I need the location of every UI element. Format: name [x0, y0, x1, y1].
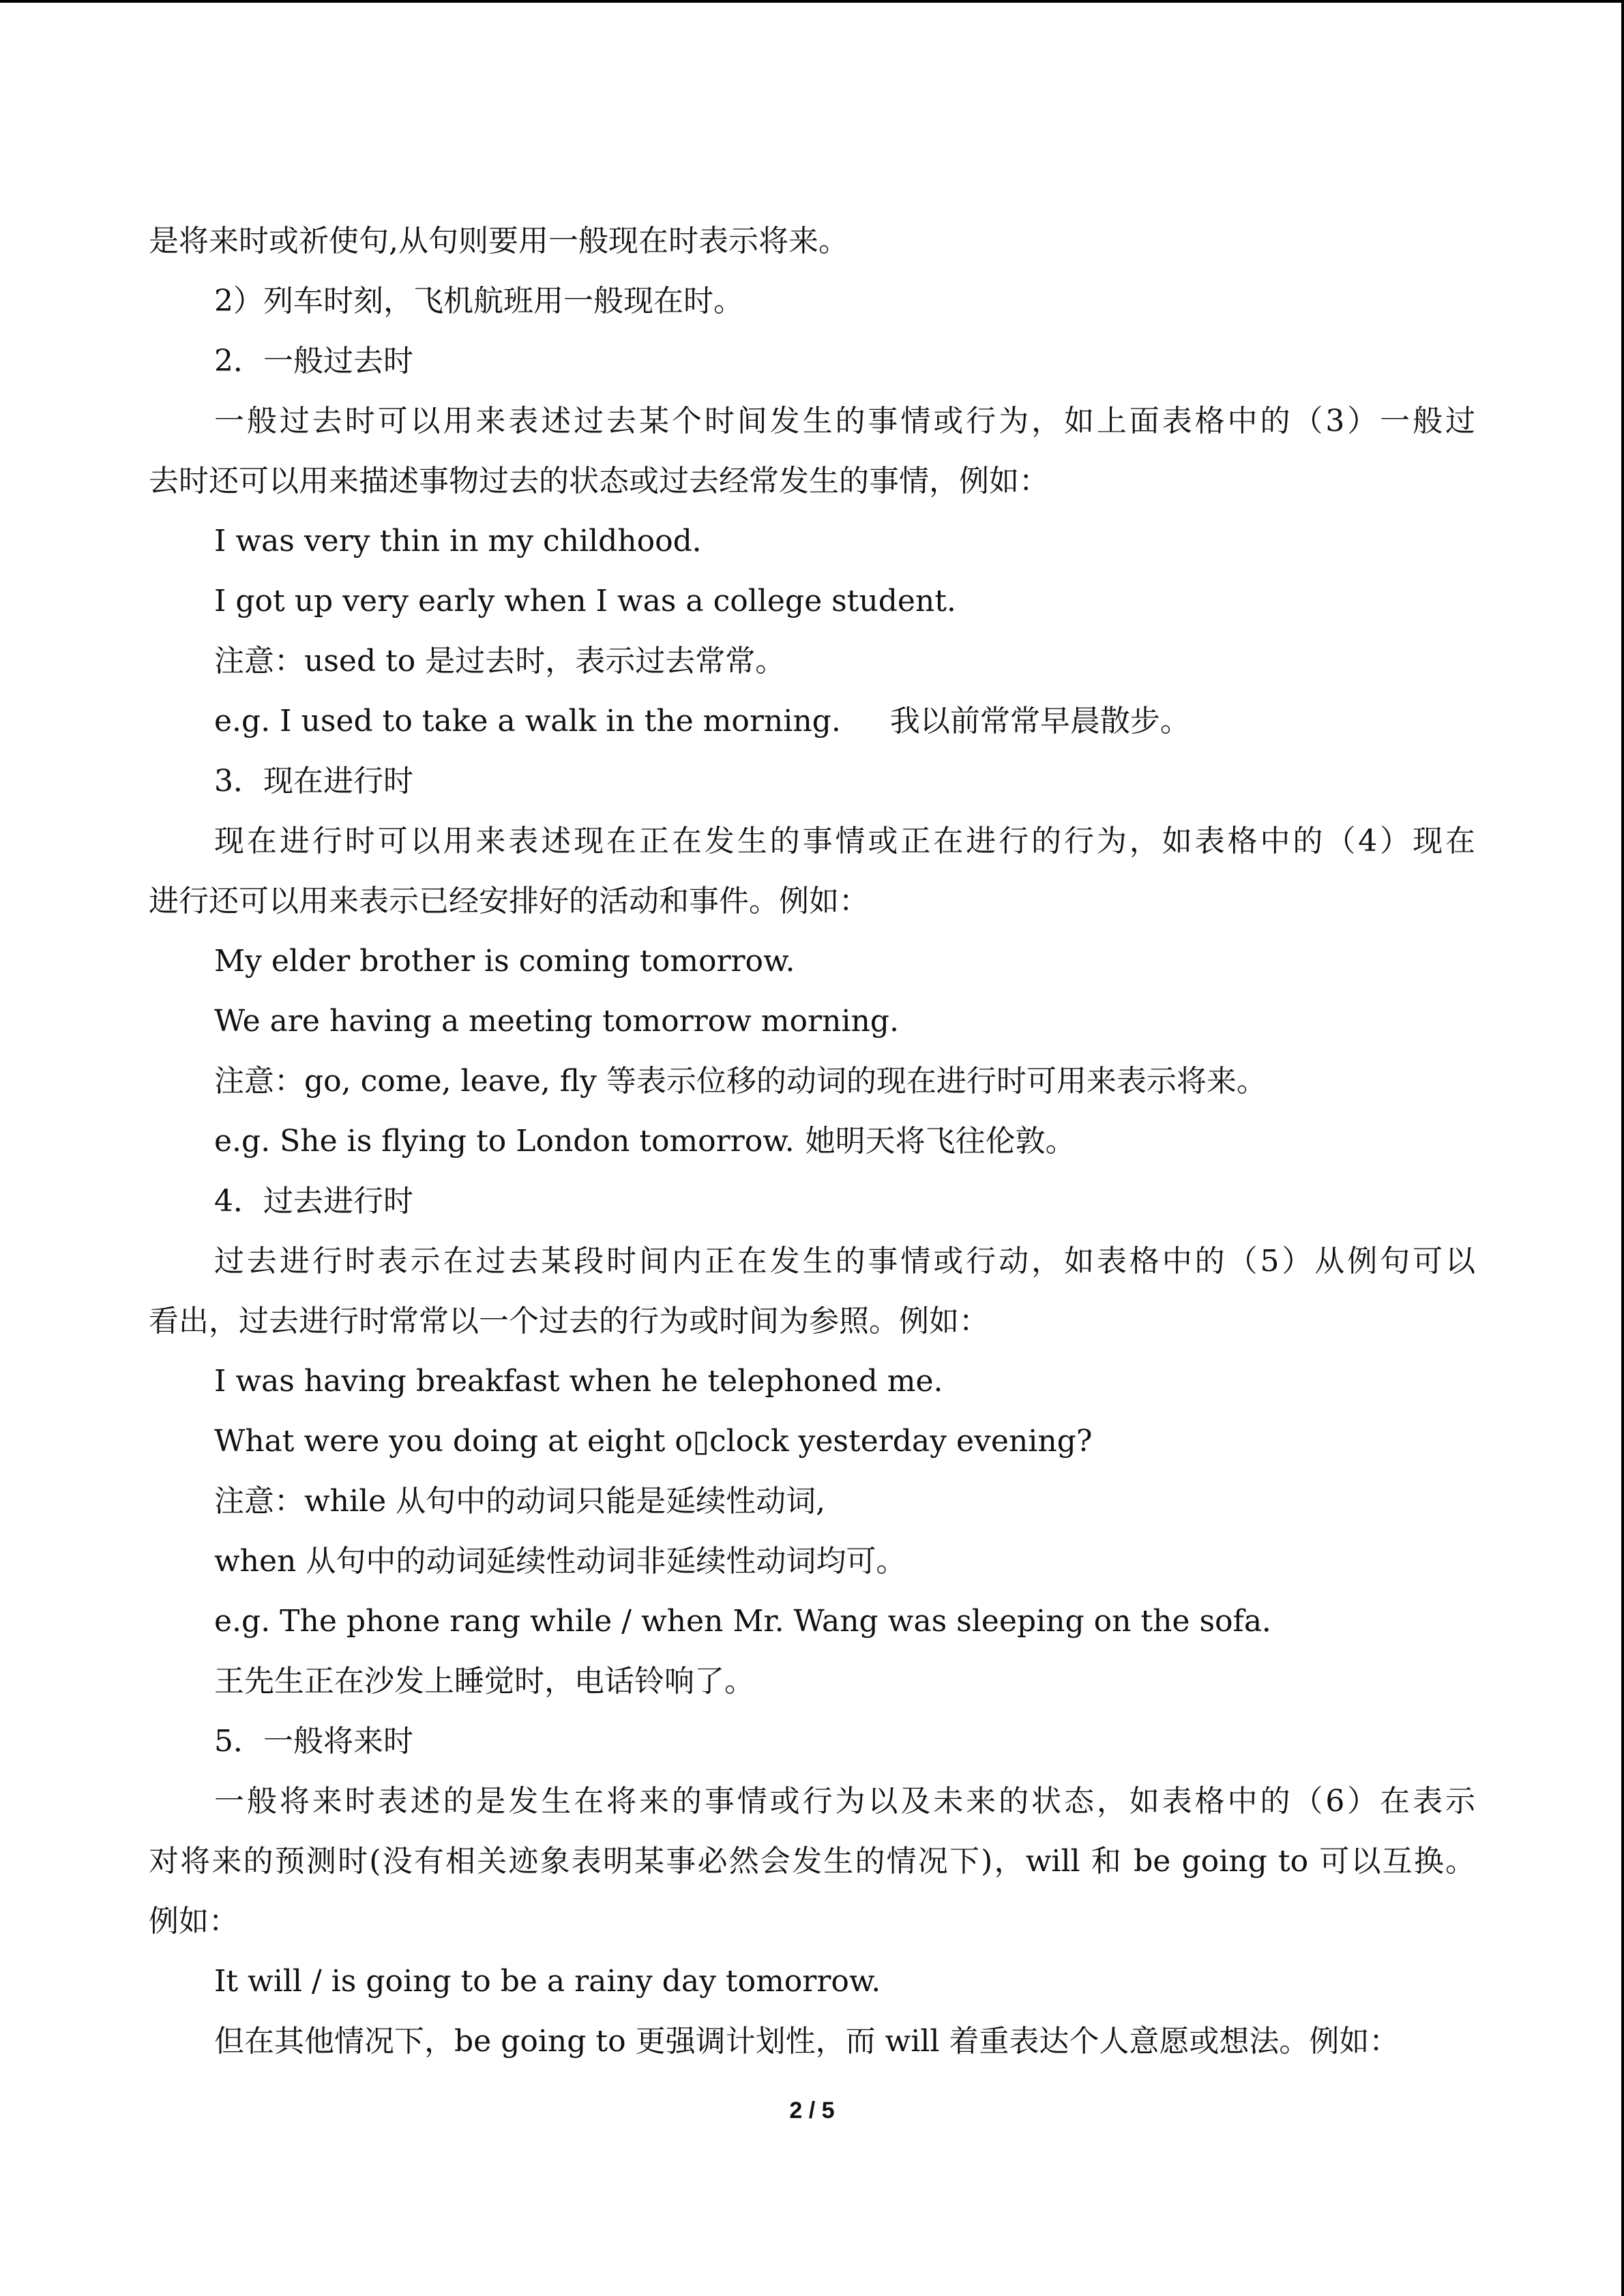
example-with-translation: [149, 691, 1475, 751]
section-heading: 2．一般过去时: [214, 344, 413, 378]
example-sentence: What were you doing at eight o▯clock yesterday evening?: [214, 1424, 1093, 1459]
example-sentence: I was having breakfast when he telephoned me.: [214, 1364, 943, 1399]
paragraph-line: 进行还可以用来表示已经安排好的活动和事件。例如：: [149, 884, 869, 919]
top-border: [0, 0, 1624, 3]
paragraph-line: 看出，过去进行时常常以一个过去的行为或时间为参照。例如：: [149, 1304, 989, 1339]
paragraph-line: 去时还可以用来描述事物过去的状态或过去经常发生的事情，例如：: [149, 464, 1049, 498]
paragraph-line: 是将来时或祈使句,从句则要用一般现在时表示将来。: [149, 224, 848, 258]
note-line: when 从句中的动词延续性动词非延续性动词均可。: [214, 1544, 906, 1579]
section-heading: 4．过去进行时: [214, 1184, 413, 1219]
example-sentence: I got up very early when I was a college student.: [214, 584, 956, 618]
paragraph-line: 例如：: [149, 1904, 239, 1939]
example-translation: 她明天将飞往伦敦。: [805, 1124, 1076, 1159]
example-sentence: It will / is going to be a rainy day tomorrow.: [214, 1964, 881, 1999]
paragraph-line: 一般将来时表述的是发生在将来的事情或行为以及未来的状态，如表格中的（6）在表示: [214, 1784, 1475, 1819]
note-line: 注意：used to 是过去时，表示过去常常。: [214, 644, 786, 679]
example-sentence: We are having a meeting tomorrow morning.: [214, 1004, 899, 1039]
page-number: 2 / 5: [789, 2098, 835, 2123]
section-heading: 3．现在进行时: [214, 764, 413, 799]
example-translation: 我以前常常早晨散步。: [889, 704, 1190, 739]
example-sentence: e.g. The phone rang while / when Mr. Wang was sleeping on the sofa．: [214, 1604, 1293, 1639]
example-with-translation: [149, 1112, 1475, 1172]
example-sentence: My elder brother is coming tomorrow.: [214, 944, 795, 979]
example-translation: 王先生正在沙发上睡觉时，电话铃响了。: [214, 1664, 754, 1699]
paragraph-line: 过去进行时表示在过去某段时间内正在发生的事情或行动，如表格中的（5）从例句可以: [214, 1244, 1475, 1279]
note-line: 注意：go, come, leave, fly 等表示位移的动词的现在进行时可用来表示将来。: [214, 1064, 1267, 1099]
example-sentence: I was very thin in my childhood．: [214, 524, 722, 558]
section-heading: 5．一般将来时: [214, 1724, 413, 1759]
paragraph-line: 一般过去时可以用来表述过去某个时间发生的事情或行为，如上面表格中的（3）一般过: [214, 404, 1475, 438]
document-body: [149, 211, 1475, 2072]
right-border: [1621, 0, 1624, 2296]
paragraph-line: 现在进行时可以用来表述现在正在发生的事情或正在进行的行为，如表格中的（4）现在: [214, 824, 1475, 859]
example-sentence: e.g. I used to take a walk in the morning.: [214, 704, 841, 739]
note-line: 注意：while 从句中的动词只能是延续性动词,: [214, 1484, 826, 1519]
paragraph-line: 对将来的预测时(没有相关迹象表明某事必然会发生的情况下)，will 和 be going to 可以互换。: [149, 1844, 1475, 1879]
paragraph-line: 但在其他情况下，be going to 更强调计划性，而 will 着重表达个人意愿或想法。例如：: [214, 2024, 1400, 2059]
paragraph-line: 2）列车时刻，飞机航班用一般现在时。: [214, 284, 743, 318]
example-sentence: e.g. She is flying to London tomorrow.: [214, 1124, 795, 1159]
